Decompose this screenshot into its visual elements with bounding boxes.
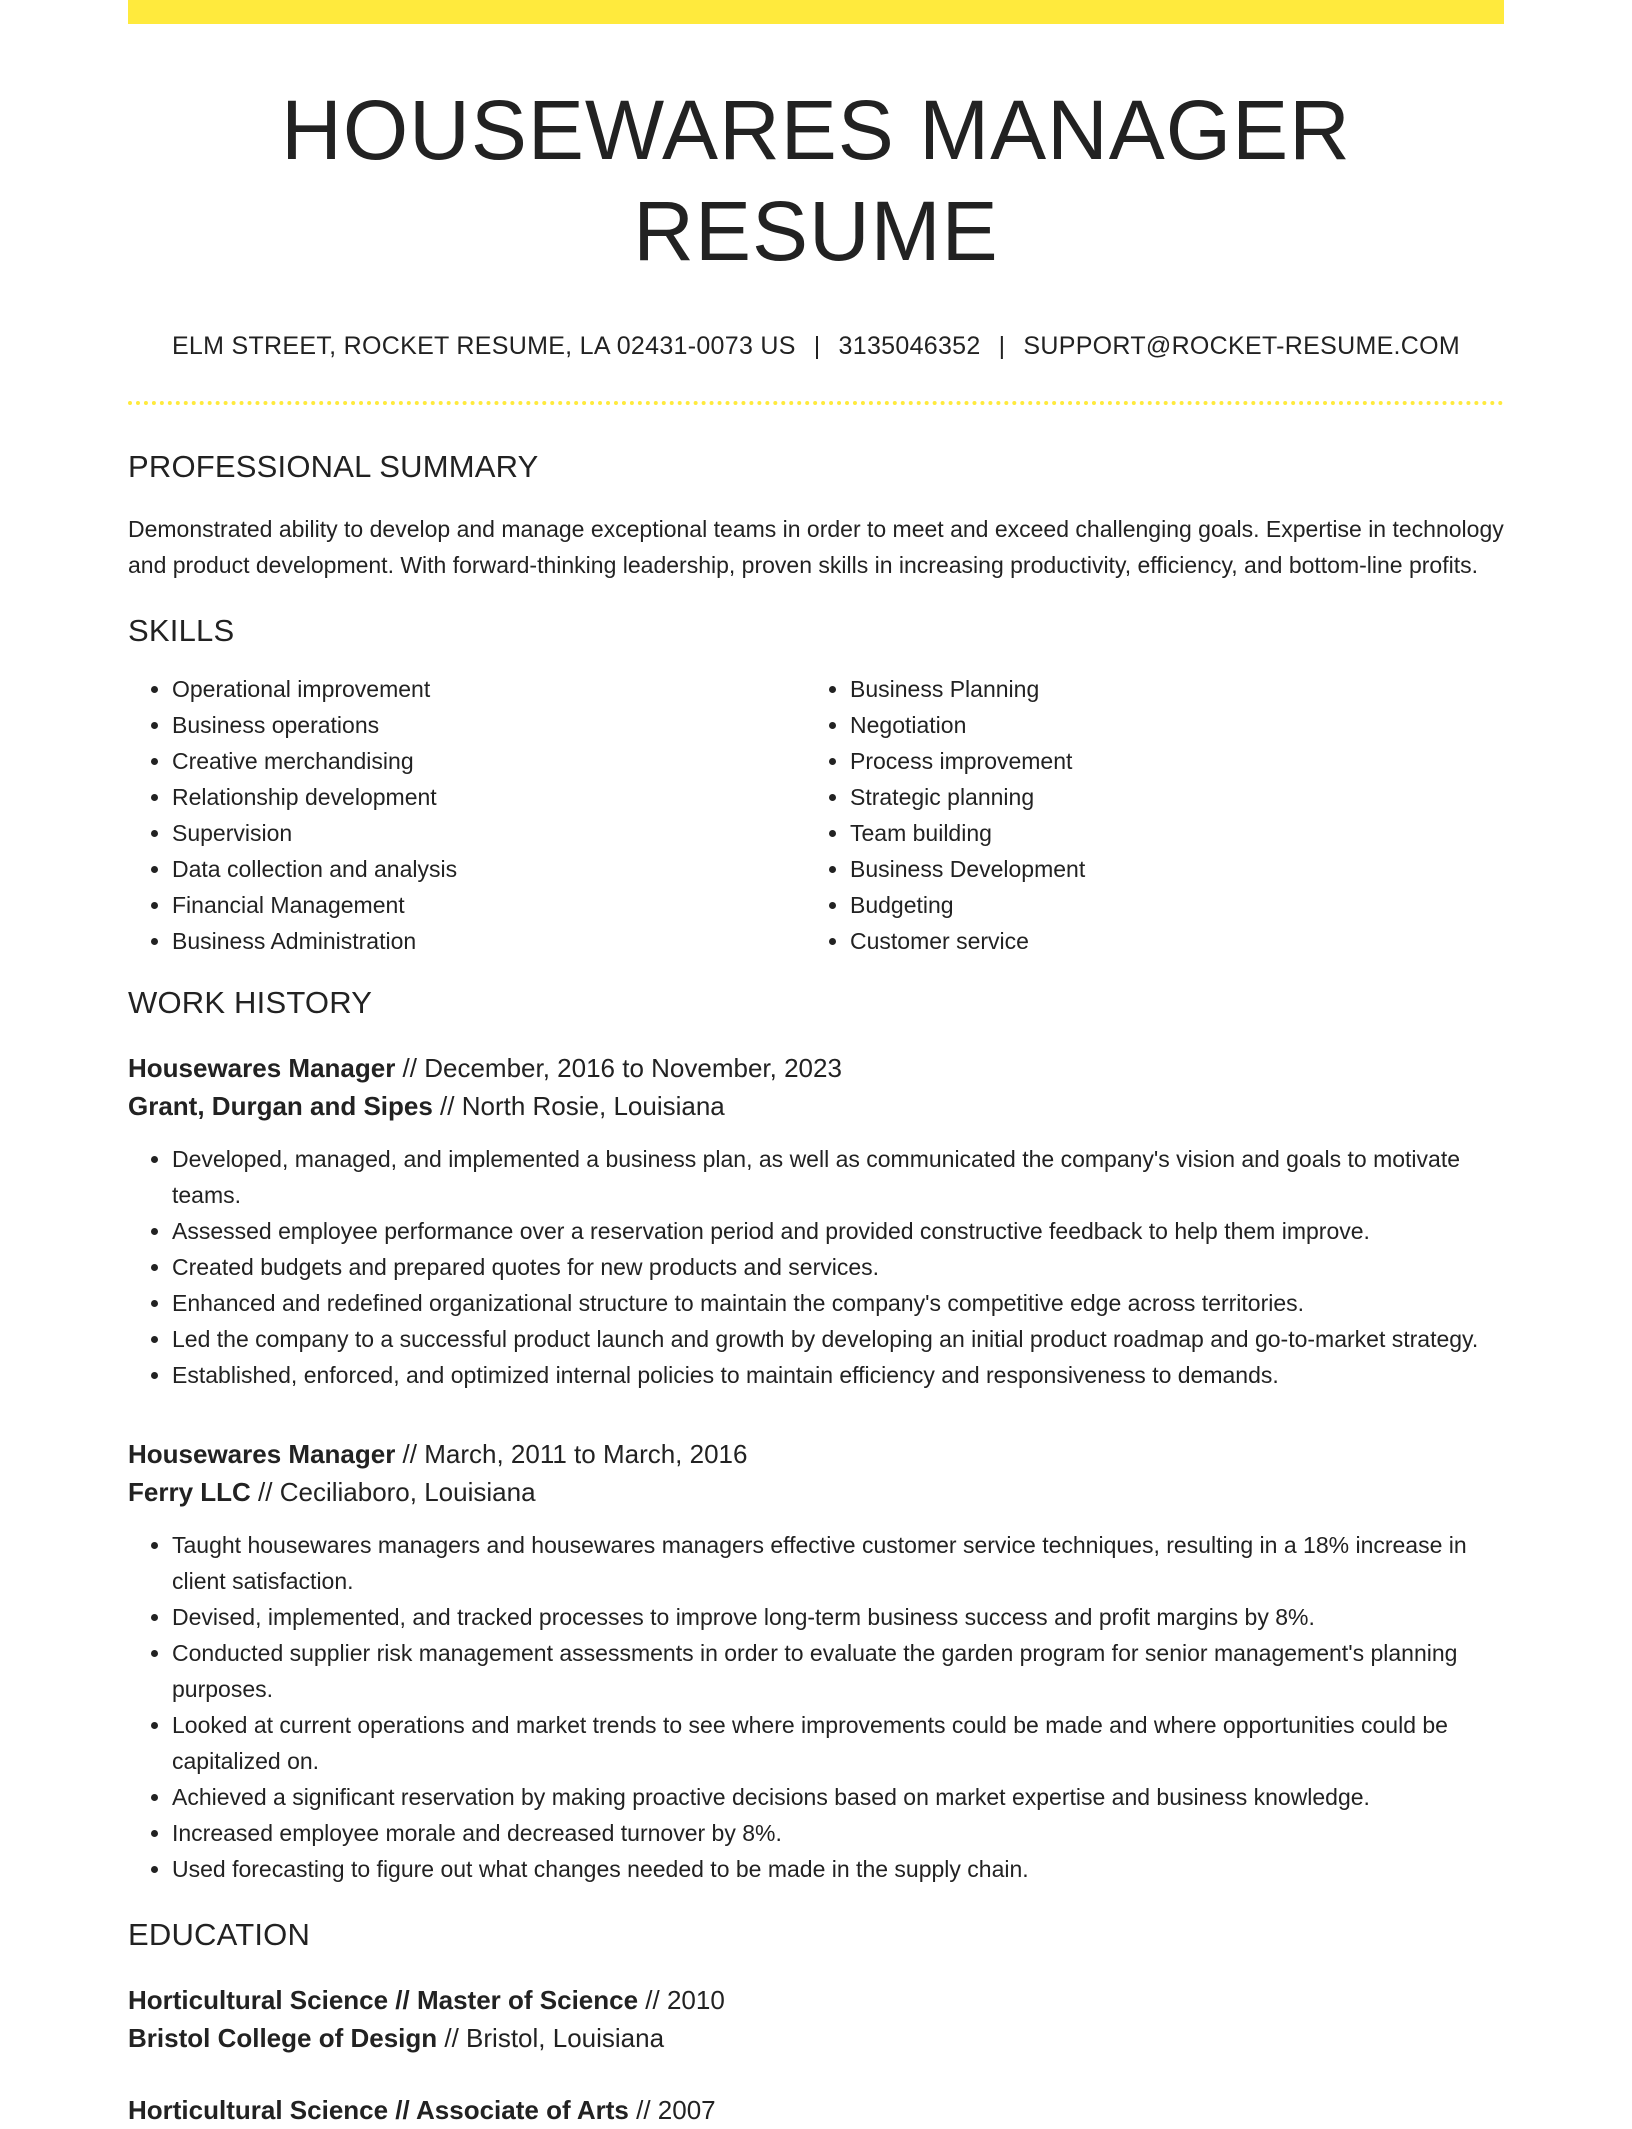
skill-item: • Operational improvement xyxy=(172,671,806,707)
top-accent-bar xyxy=(128,0,1504,24)
job-bullet: • Conducted supplier risk management assessments in order to evaluate the garden program for senior management's planning purposes. xyxy=(172,1635,1504,1707)
skills-list-left xyxy=(128,671,806,959)
skill-item: • Business Administration xyxy=(172,923,806,959)
degree-year: // 2007 xyxy=(628,2094,716,2125)
work-history-heading: WORK HISTORY xyxy=(128,984,373,1020)
contact-line xyxy=(128,332,1504,361)
job-company: Grant, Durgan and Sipes xyxy=(128,1090,433,1121)
skill-item: • Business Development xyxy=(850,851,1484,887)
school: Bristol College of Design xyxy=(128,2022,438,2053)
contact-separator: | xyxy=(998,331,1006,360)
skill-item: • Financial Management xyxy=(172,887,806,923)
job-bullets xyxy=(128,1141,1504,1393)
job-title-line xyxy=(128,1435,1504,1473)
job-bullet: • Used forecasting to figure out what changes needed to be made in the supply chain. xyxy=(172,1851,1504,1887)
contact-phone: 3135046352 xyxy=(838,331,981,360)
contact-address: ELM STREET, ROCKET RESUME, LA 02431-0073 US xyxy=(171,331,796,360)
skill-item: • Strategic planning xyxy=(850,779,1484,815)
job-location: // Ceciliaboro, Louisiana xyxy=(250,1476,536,1507)
education-entry xyxy=(128,1981,1504,2057)
skill-item: • Budgeting xyxy=(850,887,1484,923)
degree-line xyxy=(128,2091,1504,2129)
job-title: Housewares Manager xyxy=(128,1438,396,1469)
school-line xyxy=(128,2019,1504,2057)
education-entry xyxy=(128,2091,1504,2129)
job-dates: // March, 2011 to March, 2016 xyxy=(395,1438,748,1469)
job-bullet: • Increased employee morale and decreased turnover by 8%. xyxy=(172,1815,1504,1851)
education-heading: EDUCATION xyxy=(128,1916,311,1952)
job-bullet: • Established, enforced, and optimized internal policies to maintain efficiency and responsiveness to demands. xyxy=(172,1357,1504,1393)
skill-item: • Team building xyxy=(850,815,1484,851)
skill-item: • Data collection and analysis xyxy=(172,851,806,887)
job-bullet: • Devised, implemented, and tracked processes to improve long-term business success and profit margins by 8%. xyxy=(172,1599,1504,1635)
skills-list-right xyxy=(806,671,1484,959)
skill-item: • Relationship development xyxy=(172,779,806,815)
job-company: Ferry LLC xyxy=(128,1476,251,1507)
degree-line xyxy=(128,1981,1504,2019)
job-location: // North Rosie, Louisiana xyxy=(432,1090,725,1121)
contact-email: SUPPORT@ROCKET-RESUME.COM xyxy=(1023,331,1461,360)
skills-heading: SKILLS xyxy=(128,612,235,648)
job-bullet: • Created budgets and prepared quotes for new products and services. xyxy=(172,1249,1504,1285)
degree-year: // 2010 xyxy=(638,1984,725,2015)
job-bullet: • Developed, managed, and implemented a business plan, as well as communicated the company's vision and goals to motivate teams. xyxy=(172,1141,1504,1213)
degree: Horticultural Science // Associate of Arts xyxy=(128,2094,629,2125)
degree: Horticultural Science // Master of Science xyxy=(128,1984,639,2015)
job-entry xyxy=(128,1049,1504,1393)
job-bullet: • Led the company to a successful product launch and growth by developing an initial product roadmap and go-to-market strategy. xyxy=(172,1321,1504,1357)
job-company-line xyxy=(128,1473,1504,1511)
skill-item: • Business Planning xyxy=(850,671,1484,707)
summary-text: Demonstrated ability to develop and manage exceptional teams in order to meet and exceed challenging goals. Expertise in technology and product development. With forward-thinking leadership, proven skills in increasing productivity, efficiency, and bottom-line profits. xyxy=(128,515,1504,578)
job-bullet: • Enhanced and redefined organizational structure to maintain the company's competitive edge across territories. xyxy=(172,1285,1504,1321)
skill-item: • Supervision xyxy=(172,815,806,851)
resume-title: HOUSEWARES MANAGER RESUME xyxy=(281,83,1351,278)
skill-item: • Process improvement xyxy=(850,743,1484,779)
job-bullet: • Assessed employee performance over a reservation period and provided constructive feedback to help them improve. xyxy=(172,1213,1504,1249)
header-divider xyxy=(128,401,1504,405)
job-title-line xyxy=(128,1049,1504,1087)
summary-heading: PROFESSIONAL SUMMARY xyxy=(128,448,539,484)
job-bullet: • Achieved a significant reservation by making proactive decisions based on market expertise and business knowledge. xyxy=(172,1779,1504,1815)
skill-item: • Creative merchandising xyxy=(172,743,806,779)
school-location: // Bristol, Louisiana xyxy=(437,2022,665,2053)
job-title: Housewares Manager xyxy=(128,1052,396,1083)
resume-page xyxy=(128,0,1504,2129)
skill-item: • Negotiation xyxy=(850,707,1484,743)
job-bullet: • Taught housewares managers and housewares managers effective customer service techniques, resulting in a 18% increase in client satisfaction. xyxy=(172,1527,1504,1599)
skills-columns xyxy=(128,671,1504,959)
contact-separator: | xyxy=(813,331,821,360)
job-company-line xyxy=(128,1087,1504,1125)
job-dates: // December, 2016 to November, 2023 xyxy=(395,1052,842,1083)
job-entry xyxy=(128,1435,1504,1887)
skill-item: • Business operations xyxy=(172,707,806,743)
skill-item: • Customer service xyxy=(850,923,1484,959)
job-bullets xyxy=(128,1527,1504,1887)
job-bullet: • Looked at current operations and market trends to see where improvements could be made and where opportunities could be capitalized on. xyxy=(172,1707,1504,1779)
